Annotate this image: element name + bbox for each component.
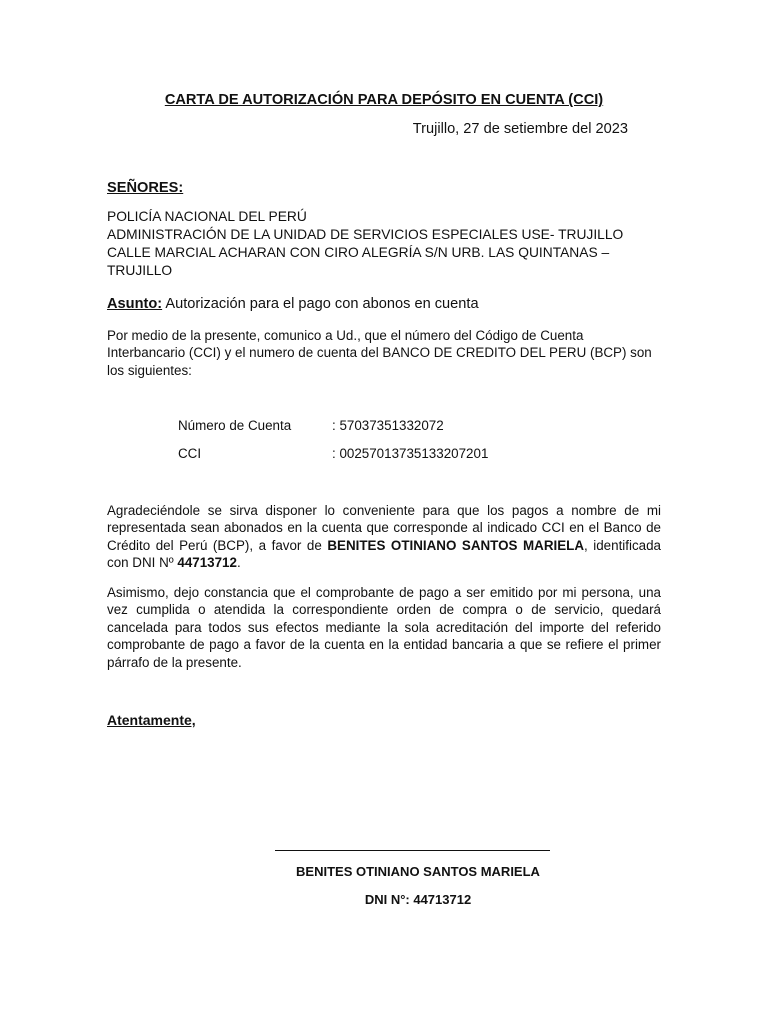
account-number-label: Número de Cuenta <box>178 418 292 433</box>
authorization-paragraph <box>107 502 661 572</box>
addressee-line: CALLE MARCIAL ACHARAN CON CIRO ALEGRÍA S/N URB. LAS QUINTANAS – <box>107 245 610 260</box>
signature-line <box>275 850 550 851</box>
cci-label: CCI <box>178 446 202 461</box>
letter-title: CARTA DE AUTORIZACIÓN PARA DEPÓSITO EN CUENTA (CCI) <box>164 92 604 108</box>
addressee-line: TRUJILLO <box>107 263 173 278</box>
addressee-line: ADMINISTRACIÓN DE LA UNIDAD DE SERVICIOS ESPECIALES USE- TRUJILLO <box>107 227 624 242</box>
subject-label: Asunto: <box>107 296 163 312</box>
addressee-line: POLICÍA NACIONAL DEL PERÚ <box>107 209 307 224</box>
intro-paragraph: Por medio de la presente, comunico a Ud., que el número del Código de Cuenta Interbancario (CCI) y el numero de cuenta del BANCO DE CREDITO DEL PERU (BCP) son los siguientes: <box>107 328 652 378</box>
addressee-block <box>107 208 667 280</box>
cci-value: : 00257013735133207201 <box>332 446 489 461</box>
subject-text: Autorización para el pago con abonos en cuenta <box>162 296 479 312</box>
signature-name: BENITES OTINIANO SANTOS MARIELA <box>296 864 540 879</box>
place-date: Trujillo, 27 de setiembre del 2023 <box>412 121 628 137</box>
signature-dni: DNI N°: 44713712 <box>364 892 472 907</box>
authorization-text: Agradeciéndole se sirva disponer lo conveniente para que los pagos a nombre de mi representada sean abonados en la cuenta que corresponde al indicado CCI en el Banco de Crédito del Perú (BCP), a favor de <box>107 503 661 553</box>
closing: Atentamente, <box>107 712 196 728</box>
authorization-text-end: . <box>236 555 241 571</box>
authorization-text-middle: , identificada con DNI Nº <box>107 537 661 571</box>
subject-line <box>107 296 479 312</box>
beneficiary-dni: 44713712 <box>177 555 237 571</box>
salutation: SEÑORES: <box>107 180 184 196</box>
constancy-paragraph: Asimismo, dejo constancia que el comprobante de pago a ser emitido por mi persona, una vez cumplida o atendida la correspondiente orden de compra o de servicio, quedará cancelada para todos sus efectos mediante la sola acreditación del importe del referido comprobante de pago a favor de la cuenta en la entidad bancaria a que se refiere el primer párrafo de la presente. <box>107 585 661 670</box>
account-number-value: : 57037351332072 <box>332 418 444 433</box>
beneficiary-name: BENITES OTINIANO SANTOS MARIELA <box>327 537 584 553</box>
